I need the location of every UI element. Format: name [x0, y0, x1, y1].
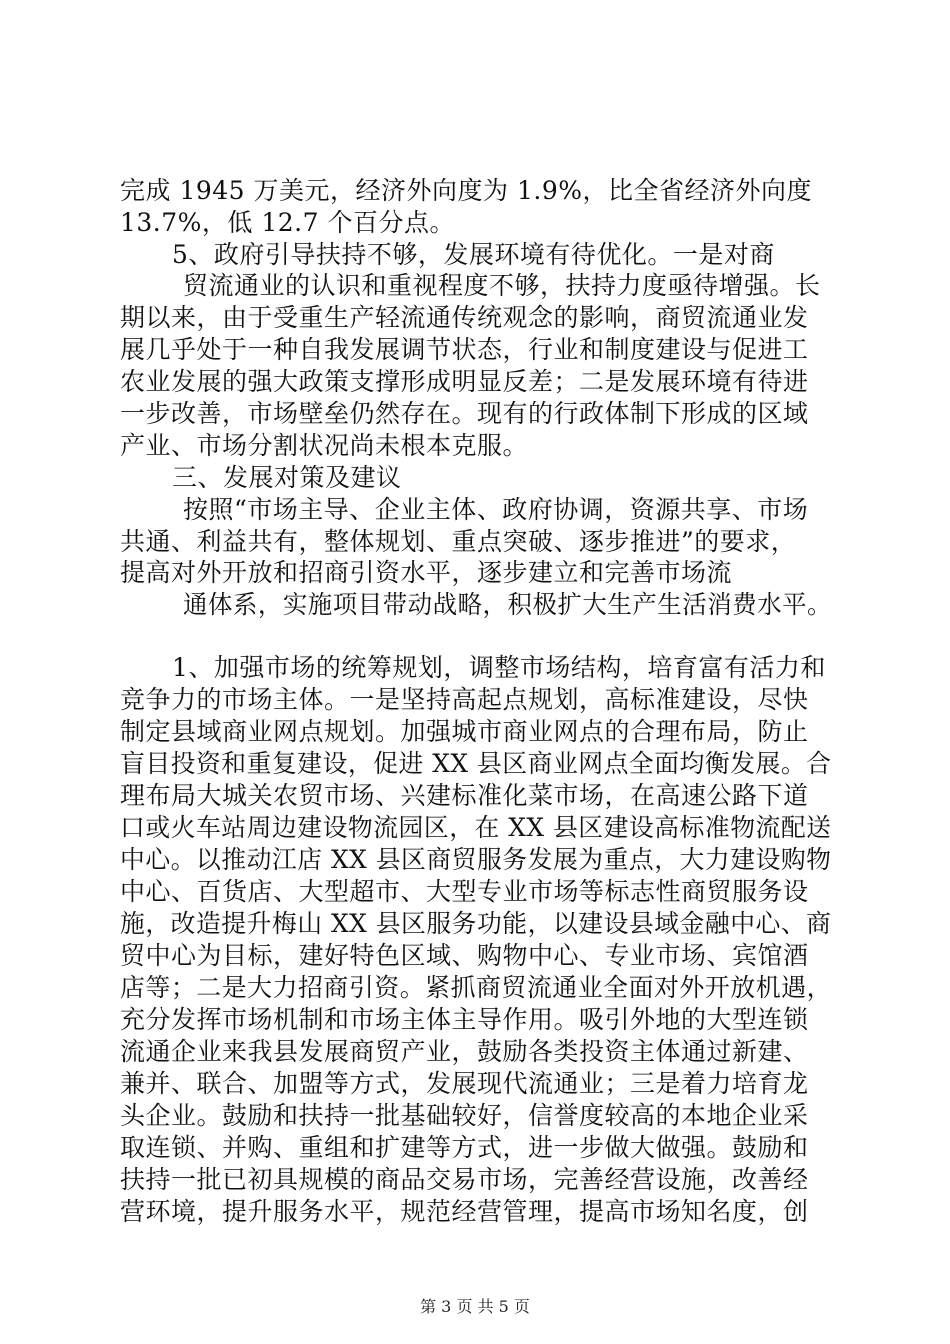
text-line: 竞争力的市场主体。一是坚持高起点规划，高标准建设，尽快	[120, 685, 809, 714]
text-line: 提高对外开放和招商引资水平，逐步建立和完善市场流	[120, 558, 733, 587]
text-line: 流通企业来我县发展商贸产业，鼓励各类投资主体通过新建、	[120, 1037, 809, 1066]
text-line: 中心。以推动江店 XX 县区商贸服务发展为重点，大力建设购物	[120, 845, 832, 874]
text-line: 共通、利益共有，整体规划、重点突破、逐步推进”的要求，	[120, 527, 797, 556]
text-line: 取连锁、并购、重组和扩建等方式，进一步做大做强。鼓励和	[120, 1133, 809, 1162]
text-line: 期以来，由于受重生产轻流通传统观念的影响，商贸流通业发	[120, 303, 809, 332]
text-line: 贸中心为目标，建好特色区域、购物中心、专业市场、宾馆酒	[120, 941, 809, 970]
text-line: 1、加强市场的统筹规划，调整市场结构，培育富有活力和	[172, 653, 826, 682]
text-line: 营环境，提升服务水平，规范经营管理，提高市场知名度，创	[120, 1197, 809, 1226]
text-line: 施，改造提升梅山 XX 县区服务功能，以建设县域金融中心、商	[120, 909, 832, 938]
text-line: 扶持一批已初具规模的商品交易市场，完善经营设施，改善经	[120, 1165, 809, 1194]
text-line: 口或火车站周边建设物流园区，在 XX 县区建设高标准物流配送	[120, 813, 832, 842]
text-line: 一步改善，市场壁垒仍然存在。现有的行政体制下形成的区域	[120, 399, 809, 428]
text-line: 贸流通业的认识和重视程度不够，扶持力度亟待增强。长	[183, 271, 821, 300]
text-line: 兼并、联合、加盟等方式，发展现代流通业；三是着力培育龙	[120, 1069, 809, 1098]
text-line: 5、政府引导扶持不够，发展环境有待优化。一是对商	[172, 240, 775, 269]
text-line: 产业、市场分割状况尚未根本克服。	[120, 431, 529, 460]
text-line: 充分发挥市场机制和市场主体主导作用。吸引外地的大型连锁	[120, 1005, 809, 1034]
text-line: 理布局大城关农贸市场、兴建标准化菜市场，在高速公路下道	[120, 781, 809, 810]
text-line: 农业发展的强大政策支撑形成明显反差；二是发展环境有待进	[120, 367, 809, 396]
text-line: 按照“市场主导、企业主体、政府协调，资源共享、市场	[183, 495, 809, 524]
text-line: 通体系，实施项目带动战略，积极扩大生产生活消费水平。	[183, 590, 833, 619]
text-line: 头企业。鼓励和扶持一批基础较好，信誉度较高的本地企业采	[120, 1101, 809, 1130]
text-line: 中心、百货店、大型超市、大型专业市场等标志性商贸服务设	[120, 877, 809, 906]
text-line: 展几乎处于一种自我发展调节状态，行业和制度建设与促进工	[120, 335, 809, 364]
text-line: 完成 1945 万美元，经济外向度为 1.9%，比全省经济外向度	[120, 176, 812, 205]
text-line: 盲目投资和重复建设，促进 XX 县区商业网点全面均衡发展。合	[120, 749, 832, 778]
section-heading: 三、发展对策及建议	[172, 463, 402, 492]
text-line: 13.7%，低 12.7 个百分点。	[120, 208, 455, 237]
text-line: 制定县域商业网点规划。加强城市商业网点的合理布局，防止	[120, 717, 809, 746]
page-number-footer: 第 3 页 共 5 页	[420, 1297, 530, 1316]
text-line: 店等；二是大力招商引资。紧抓商贸流通业全面对外开放机遇，	[120, 973, 833, 1002]
